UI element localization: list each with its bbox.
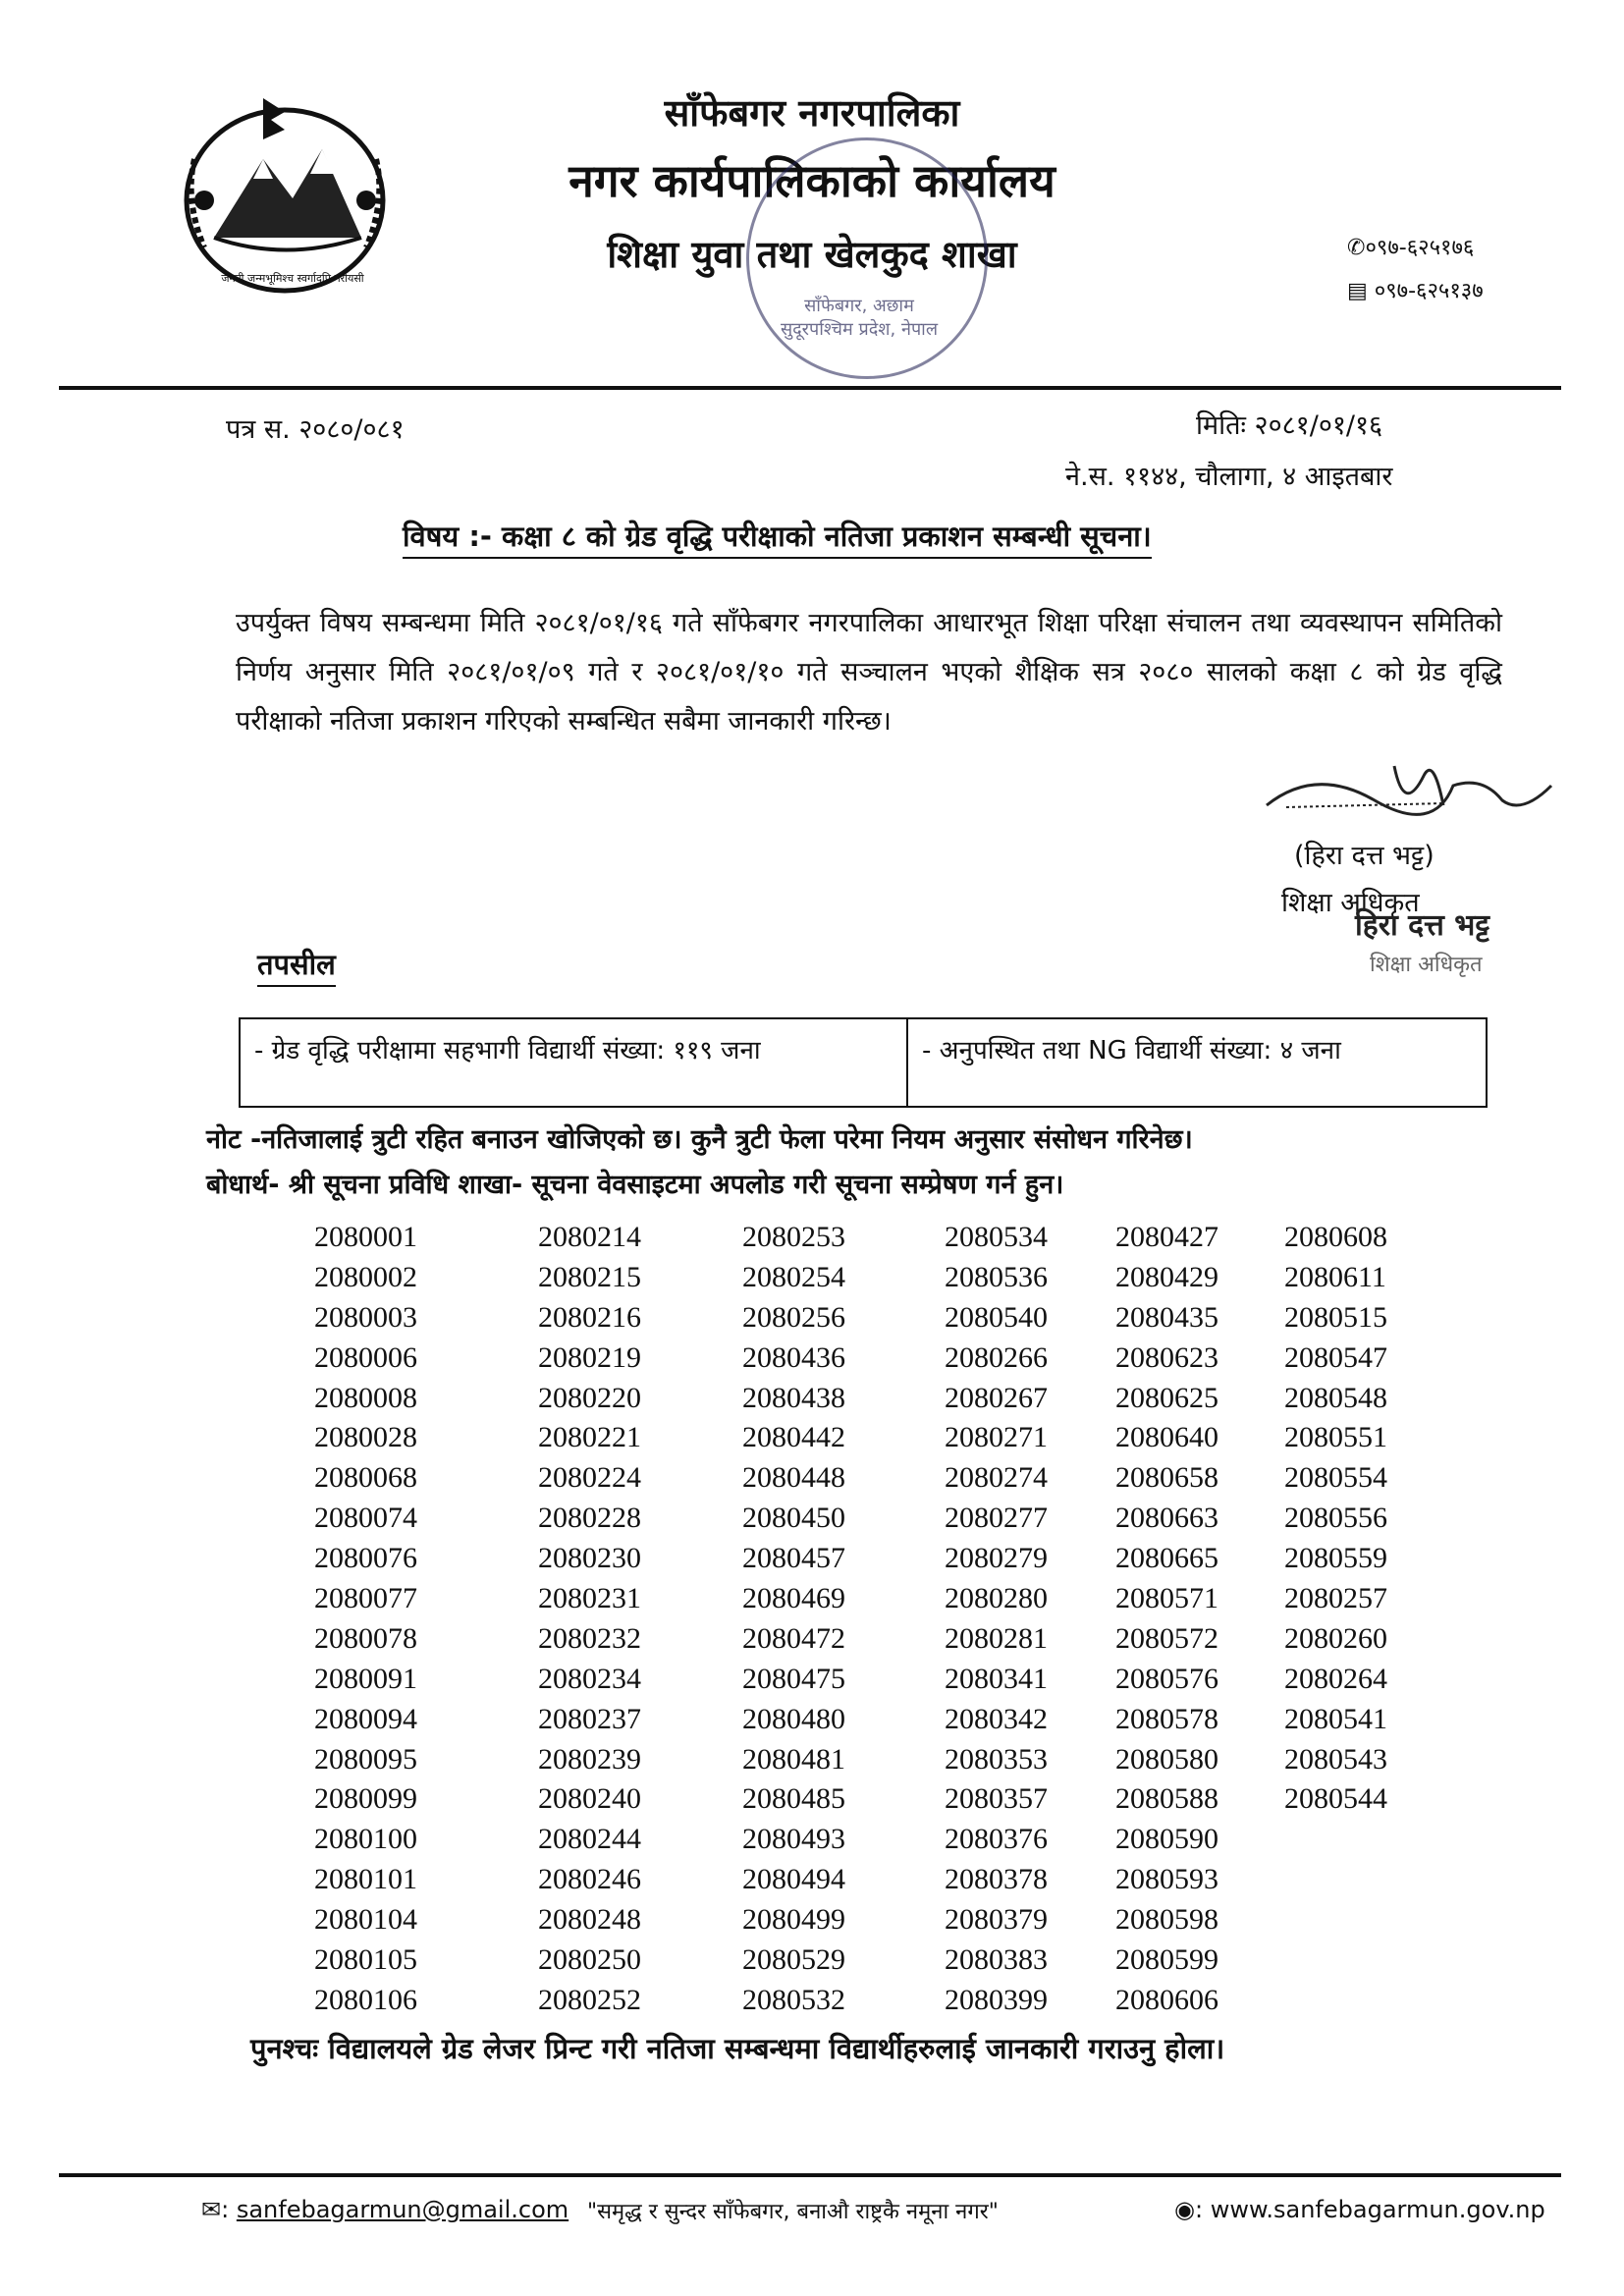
symbol-number: 2080353	[945, 1742, 1048, 1776]
symbol-number-column	[314, 1218, 417, 2021]
symbol-number: 2080427	[1115, 1221, 1218, 1253]
symbol-number: 2080342	[945, 1702, 1048, 1735]
bodharth-text: बोधार्थ- श्री सूचना प्रविधि शाखा- सूचना वेवसाइटमा अपलोड गरी सूचना सम्प्रेषण गर्न हुन।	[206, 1170, 1064, 1200]
symbol-number: 2080279	[945, 1542, 1048, 1575]
symbol-number: 2080576	[1115, 1662, 1218, 1695]
symbol-number: 2080074	[314, 1502, 417, 1535]
symbol-number: 2080534	[945, 1221, 1048, 1253]
symbol-number: 2080448	[742, 1461, 845, 1495]
symbol-number: 2080543	[1284, 1742, 1387, 1776]
symbol-number: 2080578	[1115, 1702, 1218, 1735]
symbol-number: 2080536	[945, 1260, 1048, 1293]
symbol-number: 2080219	[538, 1340, 641, 1374]
nepal-sambat-date: ने.स. ११४४, चौलागा, ४ आइतबार	[1065, 462, 1393, 492]
symbol-number: 2080254	[742, 1260, 845, 1293]
letter-date: मितिः २०८१/०१/१६	[1196, 410, 1383, 441]
symbol-number: 2080216	[538, 1300, 641, 1334]
symbol-number: 2080357	[945, 1782, 1048, 1816]
symbol-number: 2080379	[945, 1903, 1048, 1937]
reference-number: पत्र स. २०८०/०८१	[226, 414, 405, 445]
note-text: नोट -नतिजालाई त्रुटी रहित बनाउन खोजिएको छ। कुनै त्रुटी फेला परेमा नियम अनुसार संसोधन गरिनेछ।	[206, 1124, 1193, 1155]
symbol-number: 2080548	[1284, 1381, 1387, 1414]
symbol-number: 2080248	[538, 1903, 641, 1937]
symbol-number: 2080599	[1115, 1943, 1218, 1977]
symbol-number-column	[538, 1218, 641, 2021]
symbol-number: 2080267	[945, 1381, 1048, 1414]
signature-seal: हिरा दत्त भट्ट	[1355, 908, 1490, 943]
symbol-number: 2080435	[1115, 1300, 1218, 1334]
globe-icon: ◉	[1174, 2196, 1195, 2223]
symbol-number: 2080493	[742, 1823, 845, 1856]
symbol-number: 2080228	[538, 1502, 641, 1535]
symbol-number: 2080264	[1284, 1662, 1387, 1695]
symbol-number-column	[742, 1218, 845, 2021]
symbol-number: 2080105	[314, 1943, 417, 1977]
office-name: नगर कार्यपालिकाको कार्यालय	[568, 154, 1056, 207]
participant-count: - ग्रेड वृद्धि परीक्षामा सहभागी विद्यार्थी संख्या: ११९ जना	[241, 1019, 908, 1106]
symbol-number: 2080252	[538, 1983, 641, 2016]
symbol-number: 2080588	[1115, 1782, 1218, 1816]
footer-slogan: "समृद्ध र सुन्दर साँफेबगर, बनाऔ राष्ट्रकै नमूना नगर"	[587, 2200, 999, 2224]
symbol-number: 2080028	[314, 1421, 417, 1454]
handwritten-signature	[1257, 746, 1571, 845]
symbol-number: 2080006	[314, 1340, 417, 1374]
symbol-number: 2080608	[1284, 1221, 1387, 1253]
symbol-number: 2080239	[538, 1742, 641, 1776]
symbol-number: 2080399	[945, 1983, 1048, 2016]
symbol-number: 2080442	[742, 1421, 845, 1454]
symbol-number: 2080240	[538, 1782, 641, 1816]
footer-divider	[59, 2173, 1561, 2177]
symbol-number: 2080541	[1284, 1702, 1387, 1735]
symbol-number: 2080378	[945, 1863, 1048, 1896]
signer-title: शिक्षा अधिकृत	[1281, 888, 1420, 918]
signer-name: (हिरा दत्त भट्ट)	[1294, 841, 1435, 871]
symbol-number: 2080221	[538, 1421, 641, 1454]
symbol-number: 2080076	[314, 1542, 417, 1575]
symbol-number: 2080485	[742, 1782, 845, 1816]
symbol-number: 2080590	[1115, 1823, 1218, 1856]
signature-seal-title: शिक्षा अधिकृत	[1370, 953, 1483, 977]
symbol-number: 2080077	[314, 1582, 417, 1615]
symbol-number: 2080078	[314, 1621, 417, 1655]
postscript: पुनश्चः विद्यालयले ग्रेड लेजर प्रिन्ट गरी नतिजा सम्बन्धमा विद्यार्थीहरुलाई जानकारी गराउनु होला।	[250, 2032, 1225, 2065]
symbol-number: 2080100	[314, 1823, 417, 1856]
symbol-number: 2080623	[1115, 1340, 1218, 1374]
symbol-number: 2080230	[538, 1542, 641, 1575]
symbol-number: 2080232	[538, 1621, 641, 1655]
symbol-number: 2080274	[945, 1461, 1048, 1495]
symbol-number: 2080547	[1284, 1340, 1387, 1374]
symbol-number: 2080436	[742, 1340, 845, 1374]
symbol-number: 2080494	[742, 1863, 845, 1896]
symbol-number: 2080529	[742, 1943, 845, 1977]
summary-box	[239, 1017, 1488, 1108]
symbol-number: 2080277	[945, 1502, 1048, 1535]
symbol-number: 2080068	[314, 1461, 417, 1495]
symbol-number: 2080280	[945, 1582, 1048, 1615]
symbol-number: 2080438	[742, 1381, 845, 1414]
symbol-number: 2080003	[314, 1300, 417, 1334]
symbol-number: 2080257	[1284, 1582, 1387, 1615]
symbol-number: 2080559	[1284, 1542, 1387, 1575]
symbol-number: 2080469	[742, 1582, 845, 1615]
symbol-number: 2080606	[1115, 1983, 1218, 2016]
footer-email: ✉: sanfebagarmun@gmail.com	[201, 2196, 569, 2223]
symbol-number: 2080234	[538, 1662, 641, 1695]
symbol-number: 2080663	[1115, 1502, 1218, 1535]
symbol-number: 2080554	[1284, 1461, 1387, 1495]
symbol-number: 2080598	[1115, 1903, 1218, 1937]
symbol-number: 2080260	[1284, 1621, 1387, 1655]
symbol-number: 2080101	[314, 1863, 417, 1896]
symbol-number: 2080481	[742, 1742, 845, 1776]
symbol-number: 2080593	[1115, 1863, 1218, 1896]
symbol-number: 2080475	[742, 1662, 845, 1695]
symbol-number: 2080611	[1284, 1260, 1386, 1293]
symbol-number: 2080341	[945, 1662, 1048, 1695]
symbol-number: 2080540	[945, 1300, 1048, 1334]
symbol-number: 2080640	[1115, 1421, 1218, 1454]
symbol-number: 2080002	[314, 1260, 417, 1293]
symbol-number: 2080256	[742, 1300, 845, 1334]
mail-icon: ✉	[201, 2196, 222, 2223]
symbol-number: 2080572	[1115, 1621, 1218, 1655]
header-divider	[59, 386, 1561, 390]
website-link[interactable]: www.sanfebagarmun.gov.np	[1210, 2196, 1545, 2223]
symbol-number: 2080571	[1115, 1582, 1218, 1615]
symbol-number: 2080625	[1115, 1381, 1218, 1414]
details-heading: तपसील	[257, 945, 336, 987]
stamp-text: साँफेबगर, अछाम सुदूरपश्चिम प्रदेश, नेपाल	[780, 296, 939, 340]
symbol-number: 2080499	[742, 1903, 845, 1937]
symbol-number: 2080231	[538, 1582, 641, 1615]
symbol-number-column	[945, 1218, 1048, 2021]
symbol-number: 2080271	[945, 1421, 1048, 1454]
symbol-number: 2080091	[314, 1662, 417, 1695]
symbol-number: 2080237	[538, 1702, 641, 1735]
fax-icon: ▤	[1347, 279, 1375, 303]
symbol-number: 2080214	[538, 1221, 641, 1253]
symbol-number: 2080480	[742, 1702, 845, 1735]
symbol-number: 2080001	[314, 1221, 417, 1253]
logo-motto: जननी जन्मभूमिश्च स्वर्गादपि गरीयसी	[221, 272, 364, 285]
symbol-number: 2080429	[1115, 1260, 1218, 1293]
symbol-number: 2080246	[538, 1863, 641, 1896]
symbol-number: 2080266	[945, 1340, 1048, 1374]
subject-line: विषय :- कक्षा ८ को ग्रेड वृद्धि परीक्षाको नतिजा प्रकाशन सम्बन्धी सूचना।	[403, 517, 1152, 559]
symbol-number: 2080215	[538, 1260, 641, 1293]
symbol-number: 2080099	[314, 1782, 417, 1816]
symbol-number: 2080551	[1284, 1421, 1387, 1454]
symbol-number: 2080658	[1115, 1461, 1218, 1495]
symbol-number: 2080450	[742, 1502, 845, 1535]
letter-body: उपर्युक्त विषय सम्बन्धमा मिति २०८१/०१/१६ गते साँफेबगर नगरपालिका आधारभूत शिक्षा परिक्षा संचालन तथा व्यवस्थापन समितिको निर्णय अनुसार मिति २०८१/०१/०९ गते र २०८१/०१/१० गते सञ्चालन भएको शैक्षिक सत्र २०८० सालको कक्षा ८ को ग्रेड वृद्धि परीक्षाको नतिजा प्रकाशन गरिएको सम्बन्धित सबैमा जानकारी गरिन्छ।	[236, 608, 1502, 737]
section-name: शिक्षा युवा तथा खेलकुद शाखा	[607, 232, 1017, 276]
phone-number: ✆०९७-६२५१७६	[1347, 236, 1475, 260]
symbol-number: 2080515	[1284, 1300, 1387, 1334]
footer-website: ◉: www.sanfebagarmun.gov.np	[1174, 2196, 1545, 2223]
symbol-number: 2080472	[742, 1621, 845, 1655]
symbol-number: 2080253	[742, 1221, 845, 1253]
symbol-number: 2080095	[314, 1742, 417, 1776]
municipality-name: साँफेबगर नगरपालिका	[664, 90, 960, 135]
symbol-number: 2080383	[945, 1943, 1048, 1977]
symbol-number: 2080224	[538, 1461, 641, 1495]
phone-icon: ✆	[1347, 236, 1366, 260]
symbol-number: 2080457	[742, 1542, 845, 1575]
symbol-number: 2080106	[314, 1983, 417, 2016]
symbol-number: 2080532	[742, 1983, 845, 2016]
symbol-number-column	[1115, 1218, 1218, 2021]
symbol-number: 2080281	[945, 1621, 1048, 1655]
symbol-number: 2080008	[314, 1381, 417, 1414]
absent-count: - अनुपस्थित तथा NG विद्यार्थी संख्या: ४ जना	[922, 1036, 1341, 1066]
symbol-number: 2080220	[538, 1381, 641, 1414]
fax-number: ▤ ०९७-६२५१३७	[1347, 279, 1484, 303]
symbol-number: 2080376	[945, 1823, 1048, 1856]
symbol-number: 2080104	[314, 1903, 417, 1937]
symbol-number: 2080250	[538, 1943, 641, 1977]
symbol-number: 2080094	[314, 1702, 417, 1735]
symbol-number: 2080556	[1284, 1502, 1387, 1535]
office-stamp	[746, 137, 988, 379]
symbol-number: 2080665	[1115, 1542, 1218, 1575]
symbol-number: 2080580	[1115, 1742, 1218, 1776]
symbol-number: 2080544	[1284, 1782, 1387, 1816]
symbol-number-column	[1284, 1218, 1387, 1820]
symbol-number: 2080244	[538, 1823, 641, 1856]
email-link[interactable]: sanfebagarmun@gmail.com	[236, 2196, 569, 2223]
